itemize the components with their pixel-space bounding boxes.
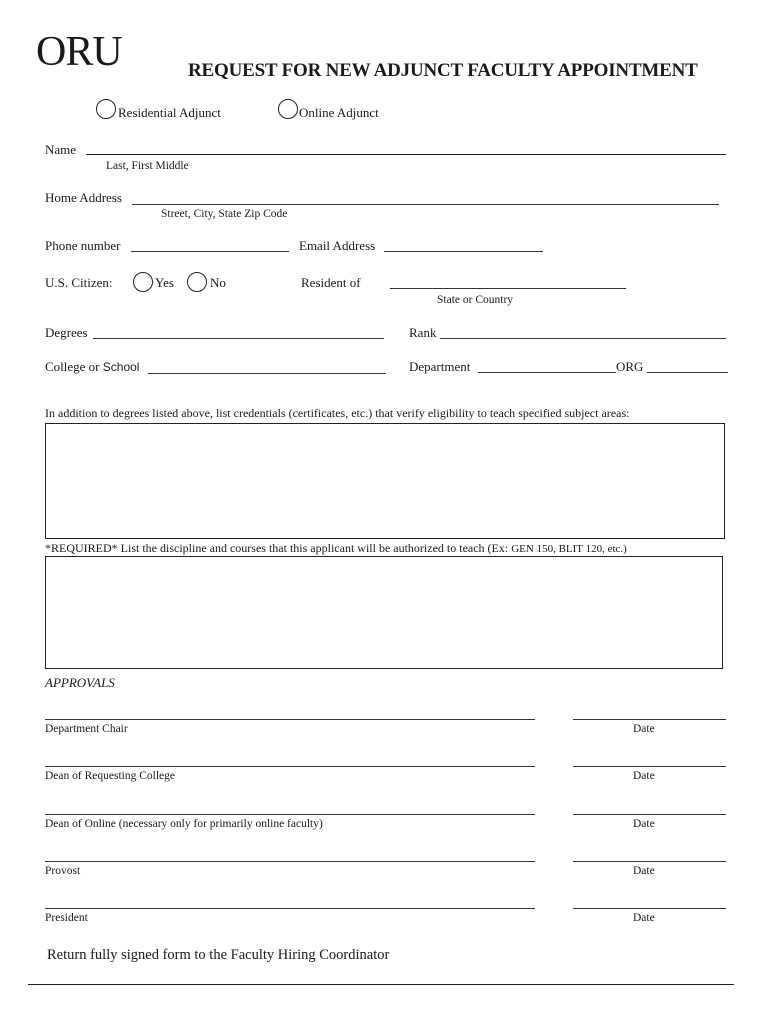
- org-field[interactable]: [647, 372, 728, 373]
- rank-label: Rank: [409, 325, 437, 340]
- dean-online-date-label: Date: [633, 818, 655, 830]
- name-hint: Last, First Middle: [106, 160, 189, 172]
- degrees-label: Degrees: [45, 325, 88, 340]
- dean-online-signature-line[interactable]: [45, 814, 535, 815]
- resident-of-hint: State or Country: [437, 294, 514, 306]
- president-date-label: Date: [633, 912, 655, 924]
- online-adjunct-radio[interactable]: [278, 99, 298, 119]
- rank-field[interactable]: [440, 338, 726, 339]
- citizen-yes-radio[interactable]: [133, 272, 153, 292]
- online-adjunct-label: Online Adjunct: [299, 105, 379, 120]
- home-address-field[interactable]: [132, 204, 719, 205]
- footer-instruction: Return fully signed form to the Faculty Hiring Coordinator: [47, 947, 390, 963]
- residential-adjunct-radio[interactable]: [96, 99, 116, 119]
- president-label: President: [45, 912, 88, 924]
- dean-requesting-college-signature-line[interactable]: [45, 766, 535, 767]
- department-chair-date-label: Date: [633, 723, 655, 735]
- dean-requesting-college-date-label: Date: [633, 770, 655, 782]
- oru-logo: ORU: [36, 29, 122, 75]
- name-field[interactable]: [86, 154, 726, 155]
- home-address-label: Home Address: [45, 190, 122, 205]
- resident-of-field[interactable]: [390, 288, 626, 289]
- provost-signature-line[interactable]: [45, 861, 535, 862]
- college-label-a: College or: [45, 359, 100, 374]
- department-chair-signature-line[interactable]: [45, 719, 535, 720]
- name-label: Name: [45, 142, 77, 157]
- degrees-field[interactable]: [93, 338, 384, 339]
- credentials-label: In addition to degrees listed above, list credentials (certificates, etc.) that verify eligibility to teach specified subject areas:: [45, 406, 630, 420]
- provost-date-line[interactable]: [573, 861, 726, 862]
- courses-example: GEN 150, BLIT 120, etc.): [511, 543, 627, 555]
- phone-label: Phone number: [45, 238, 121, 253]
- department-chair-date-line[interactable]: [573, 719, 726, 720]
- citizen-yes-label: Yes: [155, 275, 174, 290]
- credentials-textarea[interactable]: [45, 423, 725, 539]
- college-label: [45, 359, 139, 375]
- dean-requesting-college-label: Dean of Requesting College: [45, 770, 175, 782]
- phone-field[interactable]: [131, 251, 289, 252]
- email-field[interactable]: [384, 251, 543, 252]
- department-field[interactable]: [478, 372, 616, 373]
- approvals-heading: APPROVALS: [45, 675, 115, 690]
- citizen-no-radio[interactable]: [187, 272, 207, 292]
- college-label-b: School: [102, 360, 140, 374]
- dean-online-date-line[interactable]: [573, 814, 726, 815]
- president-date-line[interactable]: [573, 908, 726, 909]
- org-label: ORG: [616, 359, 644, 374]
- home-address-hint: Street, City, State Zip Code: [161, 208, 288, 220]
- department-chair-label: Department Chair: [45, 723, 128, 735]
- provost-label: Provost: [45, 865, 81, 877]
- form-title: REQUEST FOR NEW ADJUNCT FACULTY APPOINTMENT: [188, 60, 698, 81]
- resident-of-label: Resident of: [301, 275, 361, 290]
- college-field[interactable]: [148, 373, 386, 374]
- courses-label: [45, 541, 627, 556]
- provost-date-label: Date: [633, 865, 655, 877]
- email-label: Email Address: [299, 238, 376, 253]
- bottom-divider: [28, 984, 734, 985]
- dean-requesting-college-date-line[interactable]: [573, 766, 726, 767]
- citizen-no-label: No: [210, 275, 226, 290]
- us-citizen-label: U.S. Citizen:: [45, 275, 113, 290]
- president-signature-line[interactable]: [45, 908, 535, 909]
- residential-adjunct-label: Residential Adjunct: [118, 105, 221, 120]
- courses-textarea[interactable]: [45, 556, 723, 669]
- courses-label-text: *REQUIRED* List the discipline and courses that this applicant will be authorized to teach (Ex:: [45, 541, 509, 555]
- dean-online-label: Dean of Online (necessary only for primarily online faculty): [45, 818, 323, 830]
- department-label: Department: [409, 359, 471, 374]
